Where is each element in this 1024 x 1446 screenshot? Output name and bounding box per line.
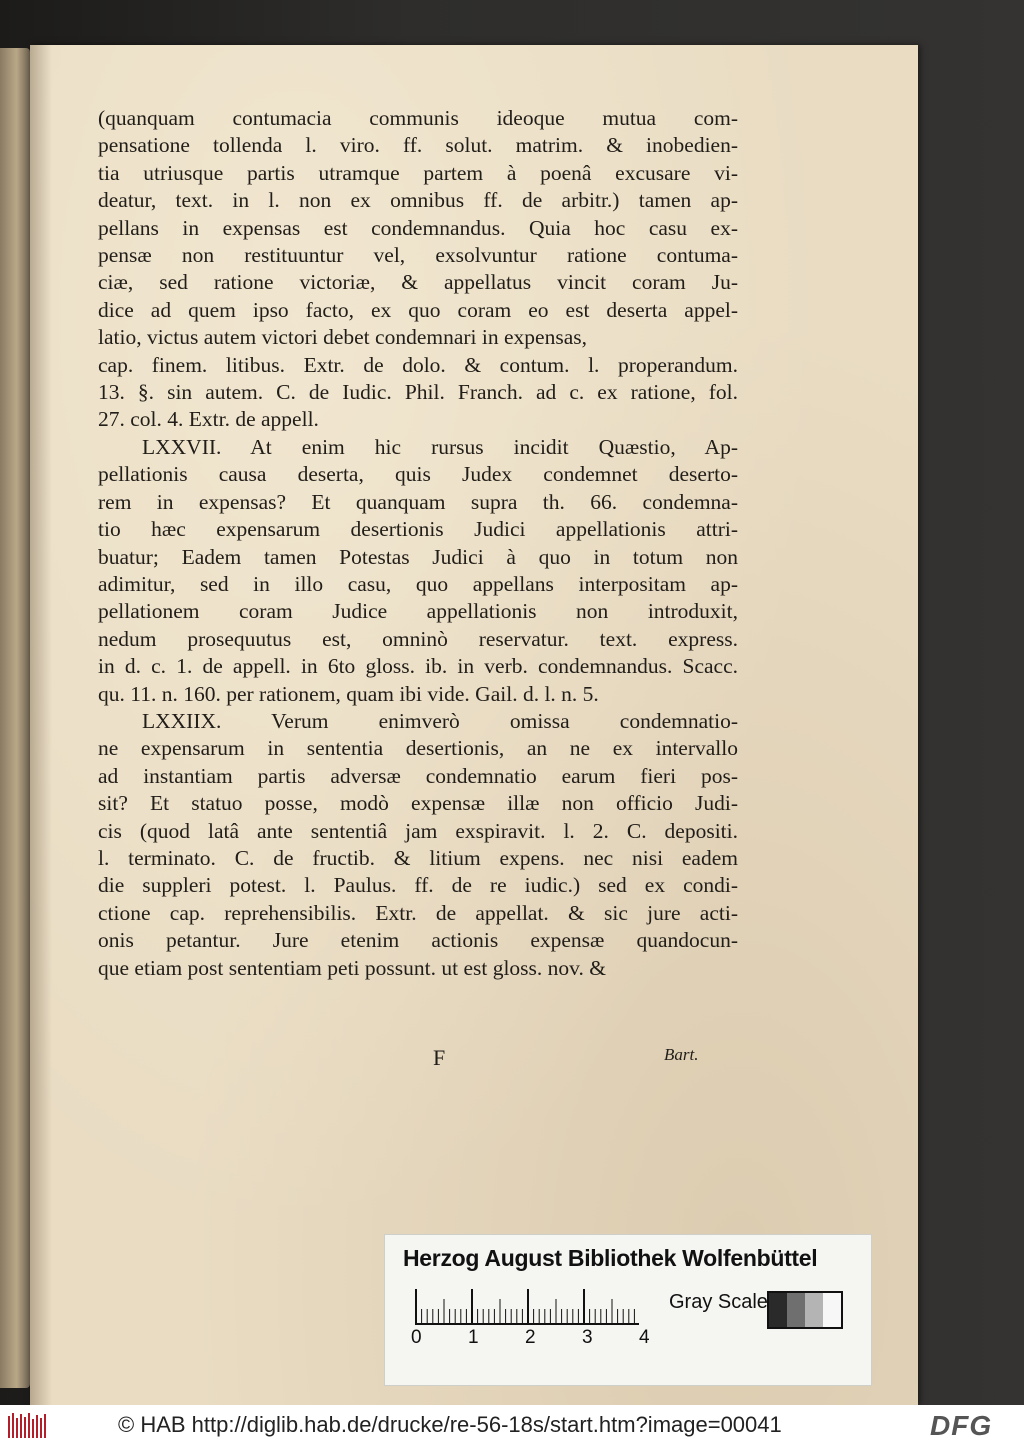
page-text-block xyxy=(98,105,738,982)
text-line: pellationem coram Judice appellationis non introduxit, xyxy=(98,599,738,624)
scale-ruler xyxy=(415,1289,639,1325)
text-line: latio, victus autem victori debet condemnari in expensas, xyxy=(98,325,587,350)
footer-bar xyxy=(0,1405,1024,1446)
text-line: 27. col. 4. Extr. de appell. xyxy=(98,407,319,432)
ruler-number-4: 4 xyxy=(639,1327,650,1348)
swatch-light-gray xyxy=(805,1293,823,1327)
dfg-logo: DFG xyxy=(930,1410,993,1441)
previous-page-edge xyxy=(0,48,30,1388)
gray-scale-label: Gray Scale xyxy=(669,1291,768,1313)
citation-link[interactable]: © HAB http://diglib.hab.de/drucke/re-56-18s/start.htm?image=00041 xyxy=(118,1412,782,1437)
text-line: LXXVII. At enim hic rursus incidit Quæstio, Ap- xyxy=(142,434,738,459)
text-line: pellans in expensas est condemnandus. Quia hoc casu ex- xyxy=(98,215,738,240)
text-line: buatur; Eadem tamen Potestas Judici à quo in totum non xyxy=(98,544,738,569)
text-line: sit? Et statuo posse, modò expensæ illæ non officio Judi- xyxy=(98,791,738,816)
library-title: Herzog August Bibliothek Wolfenbüttel xyxy=(403,1245,818,1271)
text-line: pellationis causa deserta, quis Judex condemnet deserto- xyxy=(98,462,738,487)
text-line: LXXIIX. Verum enimverò omissa condemnatio- xyxy=(142,708,738,733)
text-line: ad instantiam partis adversæ condemnatio earum fieri pos- xyxy=(98,763,738,788)
signature-mark: F xyxy=(433,1045,446,1070)
text-line: tia utriusque partis utramque partem à poenâ excusare vi- xyxy=(98,160,738,185)
text-line: (quanquam contumacia communis ideoque mutua com- xyxy=(98,106,738,130)
text-line: ne expensarum in sententia desertionis, an ne ex intervallo xyxy=(98,736,738,761)
text-line: 13. §. sin autem. C. de Iudic. Phil. Franch. ad c. ex ratione, fol. xyxy=(98,380,738,405)
library-label xyxy=(384,1234,872,1386)
text-line: adimitur, sed in illo casu, quo appellans interpositam ap- xyxy=(98,571,738,596)
text-line: onis petantur. Jure etenim actionis expensæ quandocun- xyxy=(98,928,738,953)
text-line: cap. finem. litibus. Extr. de dolo. & contum. l. properandum. xyxy=(98,352,738,377)
text-line: tio hæc expensarum desertionis Judici appellationis attri- xyxy=(98,517,738,542)
text-line: ciæ, sed ratione victoriæ, & appellatus vincit coram Ju- xyxy=(98,270,738,295)
swatch-black xyxy=(769,1293,787,1327)
ruler-number-3: 3 xyxy=(582,1327,593,1348)
text-line: deatur, text. in l. non ex omnibus ff. de arbitr.) tamen ap- xyxy=(98,188,738,213)
text-line: qu. 11. n. 160. per rationem, quam ibi vide. Gail. d. l. n. 5. xyxy=(98,681,599,706)
swatch-dark-gray xyxy=(787,1293,805,1327)
text-line: pensæ non restituuntur vel, exsolvuntur ratione contuma- xyxy=(98,243,738,268)
ruler-ticks xyxy=(415,1289,639,1323)
text-line: que etiam post sententiam peti possunt. ut est gloss. nov. & xyxy=(98,955,606,980)
text-line: in d. c. 1. de appell. in 6to gloss. ib. in verb. condemnandus. Scacc. xyxy=(98,654,738,679)
hab-barcode-icon xyxy=(8,1413,46,1439)
book-page xyxy=(30,45,918,1405)
text-line: ctione cap. reprehensibilis. Extr. de appellat. & sic jure acti- xyxy=(98,900,738,925)
text-line: dice ad quem ipso facto, ex quo coram eo est deserta appel- xyxy=(98,297,738,322)
ruler-number-2: 2 xyxy=(525,1327,536,1348)
page-gutter-shadow xyxy=(30,45,52,1405)
gray-scale-swatch xyxy=(767,1291,843,1329)
text-line: rem in expensas? Et quanquam supra th. 66. condemna- xyxy=(98,489,738,514)
ruler-number-1: 1 xyxy=(468,1327,479,1348)
text-line: nedum prosequutus est, omninò reservatur. text. express. xyxy=(98,626,738,651)
swatch-white xyxy=(823,1293,841,1327)
ruler-number-0: 0 xyxy=(411,1327,422,1348)
text-line: l. terminato. C. de fructib. & litium expens. nec nisi eadem xyxy=(98,845,738,870)
text-line: cis (quod latâ ante sententiâ jam exspiravit. l. 2. C. depositi. xyxy=(98,818,738,843)
text-line: pensatione tollenda l. viro. ff. solut. matrim. & inobedien- xyxy=(98,133,738,158)
catchword: Bart. xyxy=(664,1045,699,1064)
text-line: die suppleri potest. l. Paulus. ff. de re iudic.) sed ex condi- xyxy=(98,873,738,898)
